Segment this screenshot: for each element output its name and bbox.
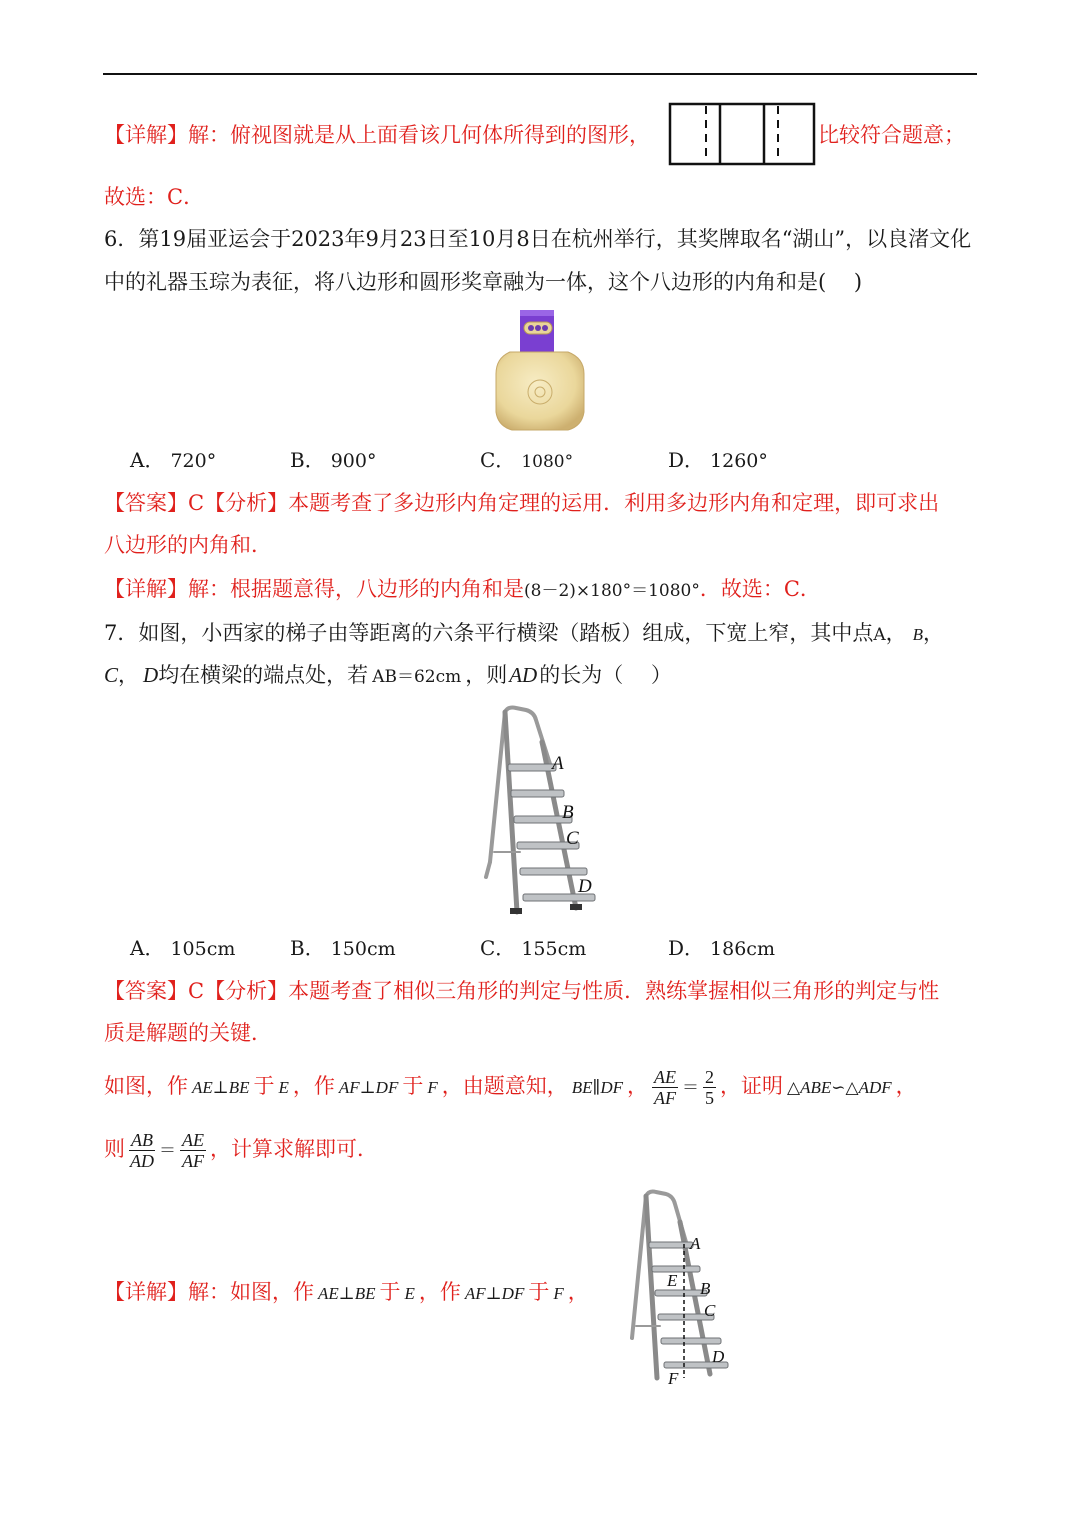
option-label: C． — [480, 936, 516, 960]
segment-ad: AD — [509, 663, 538, 687]
q7-line2-text3: 的长为（ ） — [539, 663, 672, 687]
option-label: B． — [290, 936, 325, 960]
numerator: 2 — [705, 1067, 715, 1087]
numerator: AE — [654, 1067, 677, 1087]
detail-text: 解：根据题意得，八边形的内角和是 — [188, 577, 524, 601]
q7-option-b[interactable] — [290, 934, 396, 963]
point-f: F — [427, 1078, 438, 1097]
detail-tag: 【详解】 — [104, 123, 188, 147]
q7-line2-text: 均在横梁的端点处，若 — [158, 663, 369, 687]
q5-detail-suffix: 比较符合题意； — [818, 123, 965, 147]
option-value: 186cm — [710, 938, 775, 960]
point-a: A — [873, 625, 886, 645]
text: 解：如图，作 — [188, 1280, 314, 1304]
text: 于 — [402, 1074, 424, 1098]
comma: ， — [118, 663, 140, 687]
fraction-ae-af — [652, 1067, 678, 1108]
label-d: D — [578, 876, 592, 897]
expr-similar: △ABE∽△ADF — [787, 1078, 892, 1097]
expr-ae-perp-be: AE⊥BE — [192, 1078, 250, 1097]
q6-detail — [104, 574, 821, 606]
q7-line1 — [104, 618, 944, 650]
option-label: C． — [480, 448, 516, 472]
q5-choice: 故选：C． — [104, 185, 205, 209]
text: ， — [627, 1074, 649, 1098]
text: 于 — [528, 1280, 550, 1304]
q6-option-b[interactable] — [290, 446, 376, 475]
q7-analysis-line1 — [104, 1064, 917, 1110]
given-length: AB＝62cm — [372, 667, 462, 687]
option-label: D． — [668, 936, 705, 960]
label-c: C — [566, 828, 579, 849]
option-value: 155cm — [521, 938, 587, 960]
label-d: D — [712, 1347, 725, 1366]
q7-option-a[interactable] — [130, 934, 235, 963]
q6-option-c[interactable] — [480, 446, 573, 476]
q7-detail — [104, 1277, 589, 1309]
point-d: D — [143, 663, 159, 687]
text: 于 — [379, 1280, 401, 1304]
medal-image — [494, 308, 586, 436]
text: ，作 — [292, 1074, 335, 1098]
label-b: B — [700, 1279, 711, 1298]
label-b: B — [562, 802, 574, 823]
q6-line1: 6．第19届亚运会于2023年9月23日至10月8日在杭州举行，其奖牌取名“湖山”，以良渚文化 — [104, 227, 972, 251]
expr-ae-perp-be: AE⊥BE — [318, 1284, 376, 1303]
q6-line2: 中的礼器玉琮为表征，将八边形和圆形奖章融为一体，这个八边形的内角和是( ) — [104, 270, 863, 294]
q6-answer-line1: 【答案】C【分析】本题考查了多边形内角定理的运用．利用多边形内角和定理，即可求出 — [104, 491, 940, 515]
ladder-figure-construction — [624, 1186, 740, 1386]
fraction-ab-ad — [129, 1130, 155, 1171]
label-e: E — [667, 1271, 678, 1290]
q6-answer-line2: 八边形的内角和． — [104, 533, 272, 557]
point-f: F — [553, 1284, 564, 1303]
option-label: B． — [290, 448, 325, 472]
denominator: AD — [130, 1151, 154, 1171]
expr-parallel: BE∥DF — [571, 1078, 624, 1097]
fraction-2-5 — [703, 1067, 716, 1108]
denominator: 5 — [705, 1088, 715, 1108]
option-label: D． — [668, 448, 705, 472]
option-value: 900° — [330, 450, 377, 472]
q7-analysis-line2 — [104, 1126, 378, 1174]
label-f: F — [668, 1369, 679, 1386]
text: 如图，作 — [104, 1074, 188, 1098]
q7-line2-text2: ，则 — [465, 663, 508, 687]
option-value: 1080° — [521, 452, 574, 472]
q7-option-d[interactable] — [668, 934, 775, 963]
text: ，证明 — [720, 1074, 784, 1098]
point-b: B — [912, 625, 924, 644]
text: ，由题意知， — [441, 1074, 568, 1098]
option-value: 1260° — [710, 450, 768, 472]
numerator: AB — [131, 1130, 153, 1150]
denominator: AF — [654, 1088, 677, 1108]
option-value: 150cm — [330, 938, 396, 960]
label-a: A — [690, 1234, 701, 1253]
expr-af-perp-df: AF⊥DF — [338, 1078, 399, 1097]
q7-line1-text: 7．如图，小西家的梯子由等距离的六条平行横梁（踏板）组成，下宽上窄，其中点 — [104, 621, 874, 645]
detail-formula: (8－2)×180°＝1080° — [524, 581, 700, 601]
comma: ， — [923, 621, 945, 645]
q7-answer-line1: 【答案】C【分析】本题考查了相似三角形的判定与性质．熟练掌握相似三角形的判定与性 — [104, 979, 940, 1003]
option-label: A． — [130, 448, 165, 472]
detail-end: ．故选：C． — [699, 577, 821, 601]
text: ， — [567, 1280, 589, 1304]
equals: ＝ — [682, 1078, 700, 1098]
q7-line2 — [104, 660, 672, 692]
label-a: A — [552, 753, 564, 774]
q7-option-c[interactable] — [480, 934, 586, 963]
ladder-figure — [480, 702, 610, 922]
detail-text: 解：俯视图就是从上面看该几何体所得到的图形， — [188, 123, 650, 147]
text: ，作 — [418, 1280, 461, 1304]
detail-tag: 【详解】 — [104, 1280, 188, 1304]
point-e: E — [404, 1284, 415, 1303]
label-c: C — [704, 1301, 716, 1320]
point-e: E — [278, 1078, 289, 1097]
fraction-ae-af-2 — [180, 1130, 206, 1171]
q5-detail-line — [104, 120, 650, 150]
option-label: A． — [130, 936, 165, 960]
detail-tag: 【详解】 — [104, 577, 188, 601]
q7-answer-line2: 质是解题的关键． — [104, 1021, 272, 1045]
expr-af-perp-df: AF⊥DF — [464, 1284, 525, 1303]
equals: ＝ — [159, 1141, 176, 1161]
text: ， — [895, 1074, 917, 1098]
option-value: 105cm — [170, 938, 236, 960]
point-c: C — [104, 663, 119, 687]
q6-option-a[interactable] — [130, 446, 216, 475]
text: 于 — [253, 1074, 275, 1098]
numerator: AE — [182, 1130, 204, 1150]
top-view-figure — [668, 102, 816, 166]
text: 则 — [104, 1137, 125, 1161]
denominator: AF — [182, 1151, 204, 1171]
q6-option-d[interactable] — [668, 446, 768, 475]
header-rule — [103, 73, 977, 75]
comma: ， — [885, 621, 907, 645]
option-value: 720° — [170, 450, 217, 472]
text: ，计算求解即可． — [210, 1137, 378, 1161]
